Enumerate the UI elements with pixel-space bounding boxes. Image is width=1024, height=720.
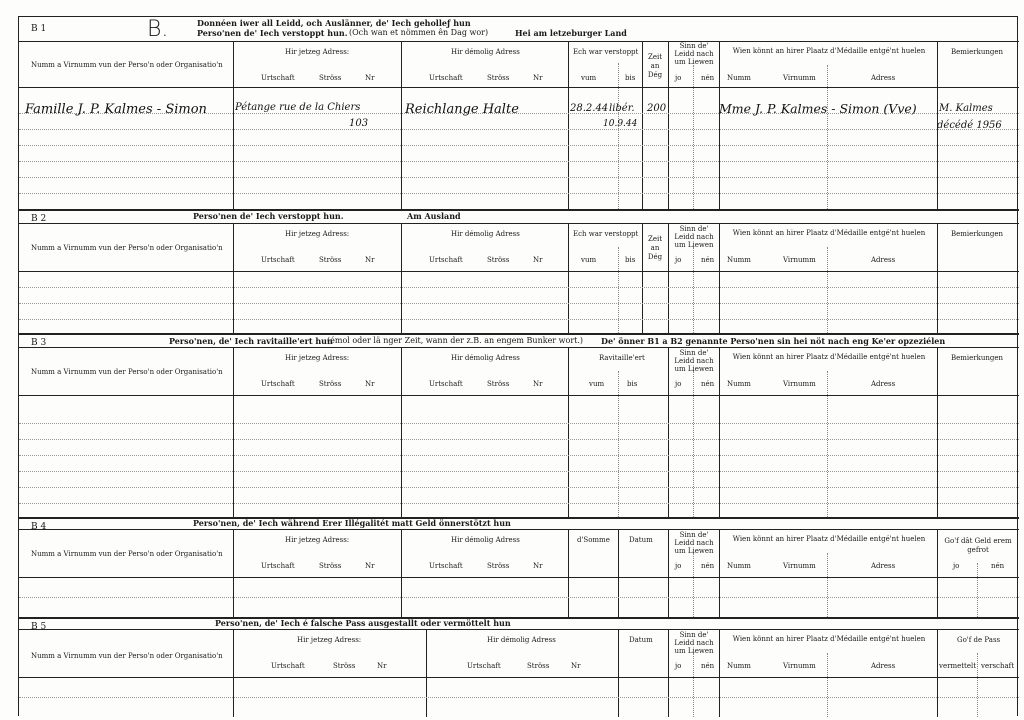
b2-col-number-2: Nr bbox=[533, 256, 543, 264]
b4-col-number: Nr bbox=[365, 562, 375, 570]
b2-col-from: vum bbox=[581, 256, 597, 264]
b4-col-medal: Wien könnt an hirer Plaatz d'Médaille entgé'nt huelen bbox=[732, 535, 926, 543]
section-b1-title-line2: Perso'nen de' Iech verstoppt hun. bbox=[197, 28, 348, 38]
b4-col-money-no: nén bbox=[991, 562, 1005, 570]
b2-col-time: Zeit an Dég bbox=[647, 235, 663, 261]
b4-col-amount: d'Somme bbox=[577, 536, 610, 544]
b5-col-medal-address: Adress bbox=[871, 662, 896, 670]
b2-col-number: Nr bbox=[365, 256, 375, 264]
b1-col-risk: Sinn de' Leidd nach um Liewen bbox=[674, 42, 714, 66]
b2-col-street: Ströss bbox=[319, 256, 342, 264]
b4-col-street: Ströss bbox=[319, 562, 342, 570]
b1-col-medal-address: Adress bbox=[871, 74, 896, 82]
b5-col-no: nén bbox=[701, 662, 715, 670]
section-b3-title-note: (émol oder lä nger Zeit, wann der z.B. an engem Bunker wort.) bbox=[327, 336, 584, 345]
b1-entry-to-2: 10.9.44 bbox=[603, 119, 638, 129]
b4-col-former-address: Hir démolig Adress bbox=[451, 536, 520, 544]
section-b2-title-extra: Am Ausland bbox=[407, 211, 461, 221]
b2-col-street-2: Ströss bbox=[487, 256, 510, 264]
b3-col-number: Nr bbox=[365, 380, 375, 388]
b3-col-medal-first: Virnumm bbox=[783, 380, 816, 388]
section-b1-title-line1: Donnéen iwer all Leidd, och Auslänner, de' Iech geholleƒ hun bbox=[197, 18, 471, 28]
b1-entry-current-address-2: 103 bbox=[349, 118, 369, 129]
b1-entry-remarks-1: M. Kalmes bbox=[939, 103, 993, 114]
b1-col-number-2: Nr bbox=[533, 74, 543, 82]
b3-col-risk: Sinn de' Leidd nach um Liewen bbox=[674, 349, 714, 373]
b3-col-medal-address: Adress bbox=[871, 380, 896, 388]
b3-col-remarks: Bemierkungen bbox=[951, 354, 1004, 362]
b5-col-street: Ströss bbox=[333, 662, 356, 670]
b5-col-yes: jo bbox=[675, 662, 682, 670]
b1-col-time: Zeit an Dég bbox=[647, 53, 663, 79]
b1-col-remarks: Bemierkungen bbox=[951, 48, 1004, 56]
b1-col-locality-2: Urtschaft bbox=[429, 74, 463, 82]
b2-col-medal-name: Numm bbox=[727, 256, 751, 264]
b2-col-risk: Sinn de' Leidd nach um Liewen bbox=[674, 225, 714, 249]
b3-col-locality: Urtschaft bbox=[261, 380, 295, 388]
b5-col-number-2: Nr bbox=[571, 662, 581, 670]
section-b2-code: B 2 bbox=[31, 214, 47, 224]
b3-col-supplied: Ravitaille'ert bbox=[599, 354, 645, 362]
b4-col-money-yes: jo bbox=[953, 562, 960, 570]
b4-col-current-address: Hir jetzeg Adress: bbox=[285, 536, 350, 544]
b2-col-no: nén bbox=[701, 256, 715, 264]
b4-col-street-2: Ströss bbox=[487, 562, 510, 570]
b3-col-street: Ströss bbox=[319, 380, 342, 388]
b3-col-to: bis bbox=[627, 380, 638, 388]
b2-col-remarks: Bemierkungen bbox=[951, 230, 1004, 238]
section-b2-title: Perso'nen de' Iech verstoppt hun. bbox=[193, 211, 344, 221]
form-page bbox=[18, 16, 1018, 716]
b2-col-name: Numm a Virnumm vun der Perso'n oder Organisatio'n bbox=[31, 244, 223, 252]
section-b5-code: B 5 bbox=[31, 622, 47, 632]
b5-col-locality: Urtschaft bbox=[271, 662, 305, 670]
b4-col-locality: Urtschaft bbox=[261, 562, 295, 570]
section-b3-title: Perso'nen, de' Iech ravitaille'ert hun bbox=[169, 336, 333, 346]
section-b5-title: Perso'nen, de' Iech é falsche Pass ausgestallt oder vermöttelt hun bbox=[215, 618, 511, 628]
section-b4-title: Perso'nen, de' Iech während Erer Illégalitét matt Geld önnerstötzt hun bbox=[193, 518, 511, 528]
b3-col-number-2: Nr bbox=[533, 380, 543, 388]
b2-col-medal-first: Virnumm bbox=[783, 256, 816, 264]
b1-col-number: Nr bbox=[365, 74, 375, 82]
b1-entry-from: 28.2.44 bbox=[570, 103, 609, 114]
b5-col-risk: Sinn de' Leidd nach um Liewen bbox=[674, 631, 714, 655]
b4-col-name: Numm a Virnumm vun der Perso'n oder Organisatio'n bbox=[31, 550, 223, 558]
b1-col-locality: Urtschaft bbox=[261, 74, 295, 82]
b1-col-street-2: Ströss bbox=[487, 74, 510, 82]
section-b3-title-extra: De' önner B1 a B2 genannte Perso'nen sin hei nöt nach eng Ke'er opzeziélen bbox=[601, 336, 946, 346]
b1-col-from: vum bbox=[581, 74, 597, 82]
b1-entry-current-address-1: Pétange rue de la Chiers bbox=[235, 102, 361, 113]
b2-col-former-address: Hir démolig Adress bbox=[451, 230, 520, 238]
b1-entry-days: 200 bbox=[647, 103, 667, 114]
b5-col-locality-2: Urtschaft bbox=[467, 662, 501, 670]
section-b1-title-note: (Och wan et nömmen ên Dag wor) bbox=[349, 28, 489, 37]
b3-col-street-2: Ströss bbox=[487, 380, 510, 388]
b4-col-number-2: Nr bbox=[533, 562, 543, 570]
b4-col-medal-name: Numm bbox=[727, 562, 751, 570]
b1-entry-former-address: Reichlange Halte bbox=[405, 102, 519, 117]
b1-col-medal-first: Virnumm bbox=[783, 74, 816, 82]
b3-col-from: vum bbox=[589, 380, 605, 388]
b3-col-yes: jo bbox=[675, 380, 682, 388]
b2-col-to: bis bbox=[625, 256, 636, 264]
b1-col-current-address: Hir jetzeg Adress: bbox=[285, 48, 350, 56]
b3-col-locality-2: Urtschaft bbox=[429, 380, 463, 388]
b5-col-current-address: Hir jetzeg Adress: bbox=[297, 636, 362, 644]
b4-col-no: nén bbox=[701, 562, 715, 570]
b2-col-medal-address: Adress bbox=[871, 256, 896, 264]
b2-col-hidden: Ech war verstoppt bbox=[573, 230, 639, 238]
form-letter: B. bbox=[147, 17, 169, 42]
b1-col-former-address: Hir démolig Adress bbox=[451, 48, 520, 56]
b1-entry-medal-recipient: Mme J. P. Kalmes - Simon (Vve) bbox=[719, 101, 917, 116]
b1-col-medal: Wien könnt an hirer Plaatz d'Médaille entgé'nt huelen bbox=[732, 47, 926, 55]
b4-col-money-returned: Go'f dât Geld erem gefrot bbox=[944, 537, 1012, 554]
b3-col-former-address: Hir démolig Adress bbox=[451, 354, 520, 362]
b1-col-yes: jo bbox=[675, 74, 682, 82]
b4-col-yes: jo bbox=[675, 562, 682, 570]
b1-col-medal-name: Numm bbox=[727, 74, 751, 82]
b5-col-date: Datum bbox=[629, 636, 653, 644]
b1-col-to: bis bbox=[625, 74, 636, 82]
b4-col-medal-first: Virnumm bbox=[783, 562, 816, 570]
b4-col-date: Datum bbox=[629, 536, 653, 544]
b3-col-medal: Wien könnt an hirer Plaatz d'Médaille entgé'nt huelen bbox=[732, 353, 926, 361]
b1-col-hidden: Ech war verstoppt bbox=[573, 48, 639, 56]
section-b4-code: B 4 bbox=[31, 522, 47, 532]
b2-col-locality-2: Urtschaft bbox=[429, 256, 463, 264]
b5-col-medal: Wien könnt an hirer Plaatz d'Médaille entgé'nt huelen bbox=[732, 635, 926, 643]
b5-col-medal-name: Numm bbox=[727, 662, 751, 670]
section-b1-code: B 1 bbox=[31, 24, 47, 34]
b5-col-medal-first: Virnumm bbox=[783, 662, 816, 670]
section-b1-title-extra: Hei am letzeburger Land bbox=[515, 28, 627, 38]
b5-col-passport: Go'f de Pass bbox=[957, 636, 1001, 644]
b2-col-medal: Wien könnt an hirer Plaatz d'Médaille entgé'nt huelen bbox=[732, 229, 926, 237]
b1-entry-name: Famille J. P. Kalmes - Simon bbox=[25, 102, 207, 117]
b5-col-former-address: Hir démolig Adress bbox=[487, 636, 556, 644]
b1-entry-to-1: libér. bbox=[609, 103, 635, 114]
b5-col-street-2: Ströss bbox=[527, 662, 550, 670]
b1-col-name: Numm a Virnumm vun der Perso'n oder Organisatio'n bbox=[31, 61, 223, 69]
b5-col-name: Numm a Virnumm vun der Perso'n oder Organisatio'n bbox=[31, 652, 223, 660]
b4-col-risk: Sinn de' Leidd nach um Liewen bbox=[674, 531, 714, 555]
b1-entry-remarks-2: décédé 1956 bbox=[937, 120, 1002, 131]
b5-col-number: Nr bbox=[377, 662, 387, 670]
b4-col-locality-2: Urtschaft bbox=[429, 562, 463, 570]
b2-col-locality: Urtschaft bbox=[261, 256, 295, 264]
b2-col-yes: jo bbox=[675, 256, 682, 264]
b5-col-issued: vermettelt bbox=[939, 662, 977, 670]
b3-col-medal-name: Numm bbox=[727, 380, 751, 388]
b1-col-no: nén bbox=[701, 74, 715, 82]
section-b3-code: B 3 bbox=[31, 338, 47, 348]
b3-col-no: nén bbox=[701, 380, 715, 388]
b3-col-current-address: Hir jetzeg Adress: bbox=[285, 354, 350, 362]
b3-col-name: Numm a Virnumm vun der Perso'n oder Organisatio'n bbox=[31, 368, 223, 376]
b2-col-current-address: Hir jetzeg Adress: bbox=[285, 230, 350, 238]
b4-col-medal-address: Adress bbox=[871, 562, 896, 570]
b5-col-arranged: verschaft bbox=[981, 662, 1015, 670]
b1-col-street: Ströss bbox=[319, 74, 342, 82]
